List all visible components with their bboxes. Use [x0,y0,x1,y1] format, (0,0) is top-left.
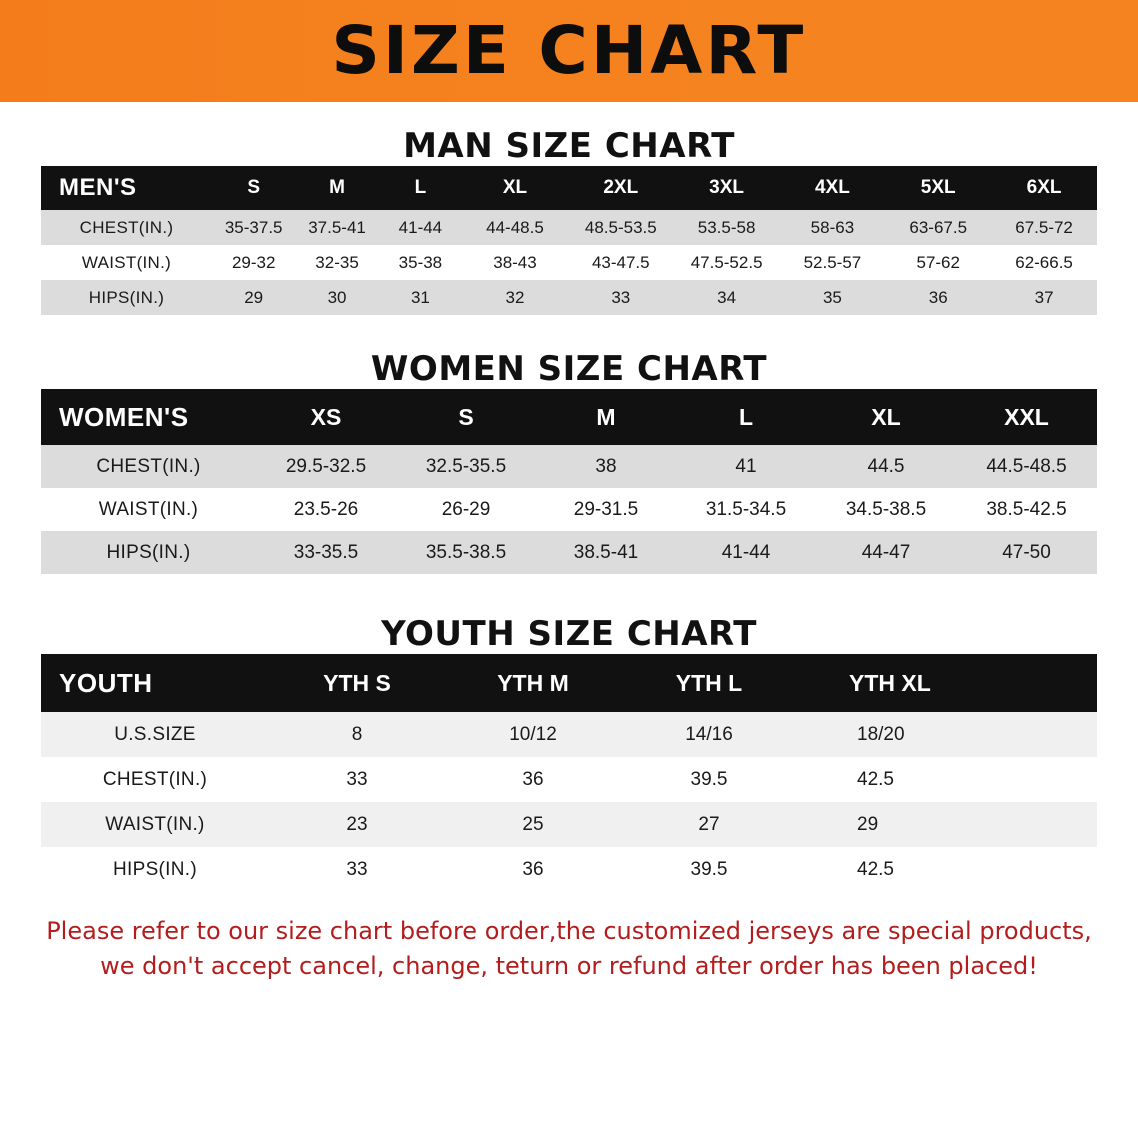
youth-cell: 18/20 [857,723,905,745]
youth-cell: 8 [351,723,363,745]
men-row-label: CHEST(IN.) [79,217,174,237]
women-row-label: CHEST(IN.) [96,455,201,477]
table-row [41,280,1097,315]
men-header-cell: 5XL [920,177,956,198]
men-cell: 44-48.5 [486,217,544,237]
table-row [41,847,1097,892]
women-cell: 44-47 [861,541,911,563]
men-header-cell: L [414,177,427,198]
women-cell: 38.5-42.5 [986,498,1067,520]
women-cell: 29-31.5 [573,498,639,520]
youth-cell: 33 [346,768,368,790]
women-cell: 35.5-38.5 [425,541,507,563]
youth-header-cell: YTH M [497,669,569,696]
youth-cell: 25 [522,813,544,835]
women-cell: 32.5-35.5 [425,455,507,477]
men-header-cell: 6XL [1026,177,1062,198]
women-section-heading: WOMEN SIZE CHART [370,349,768,389]
men-cell: 41-44 [398,217,443,237]
men-cell: 37 [1034,287,1054,307]
youth-table-wrap [41,654,1097,892]
youth-row-label: U.S.SIZE [114,723,196,745]
men-cell: 35-37.5 [224,217,283,237]
men-cell: 67.5-72 [1015,217,1073,237]
women-cell: 41 [735,455,757,477]
table-row [41,210,1097,245]
women-cell: 44.5 [867,455,905,477]
policy-note-line-2: we don't accept cancel, change, teturn or refund after order has been placed! [100,951,1038,980]
youth-row-label: CHEST(IN.) [102,768,208,790]
men-table-wrap [41,166,1097,315]
women-header-row [41,389,1097,445]
page-title: SIZE CHART [331,12,807,89]
table-row [41,488,1097,531]
women-cell: 26-29 [441,498,491,520]
youth-cell: 36 [522,768,544,790]
men-cell: 52.5-57 [803,252,862,272]
men-cell: 34 [717,287,737,307]
table-row [41,757,1097,802]
women-cell: 31.5-34.5 [705,498,787,520]
table-row [41,802,1097,847]
men-cell: 53.5-58 [697,217,756,237]
men-cell: 31 [410,287,430,307]
youth-header-cell: YTH S [323,669,391,696]
men-header-row [41,166,1097,210]
youth-cell: 36 [522,858,544,880]
women-cell: 29.5-32.5 [285,455,367,477]
youth-header-cell: YOUTH [59,667,153,698]
men-cell: 35 [822,287,842,307]
policy-note-line-1: Please refer to our size chart before order,the customized jerseys are special products, [46,917,1092,945]
women-size-table [41,389,1097,574]
youth-cell: 42.5 [857,858,894,880]
women-header-cell: XS [310,403,342,430]
men-cell: 32 [505,287,525,307]
women-header-cell: S [458,403,474,430]
women-table-wrap [41,389,1097,574]
men-header-cell: S [247,177,261,198]
youth-header-cell: YTH L [675,669,743,696]
youth-header-row [41,654,1097,712]
men-cell: 57-62 [916,252,960,272]
men-cell: 62-66.5 [1015,252,1073,272]
men-cell: 33 [611,287,631,307]
youth-cell: 10/12 [509,723,557,745]
men-row-label: HIPS(IN.) [88,287,165,307]
table-row [41,712,1097,757]
women-cell: 47-50 [1002,541,1051,563]
men-row-label: WAIST(IN.) [81,252,172,272]
women-header-cell: M [596,403,616,430]
table-row [41,245,1097,280]
men-cell: 35-38 [398,252,443,272]
men-cell: 29-32 [231,252,276,272]
youth-cell: 27 [698,813,720,835]
men-header-cell: M [329,177,345,198]
women-header-cell: XXL [1004,403,1049,430]
youth-cell: 39.5 [690,768,728,790]
men-cell: 36 [928,287,948,307]
men-cell: 37.5-41 [308,217,366,237]
policy-note [39,914,1099,984]
women-cell: 34.5-38.5 [845,498,927,520]
women-header-cell: L [738,403,754,430]
women-cell: 41-44 [721,541,771,563]
youth-row-label: WAIST(IN.) [105,813,205,835]
table-row [41,531,1097,574]
women-cell: 23.5-26 [293,498,359,520]
men-section-heading: MAN SIZE CHART [403,126,735,166]
table-row [41,445,1097,488]
men-cell: 38-43 [493,252,537,272]
youth-cell: 14/16 [685,723,733,745]
men-header-cell: 3XL [709,177,745,198]
youth-cell: 29 [857,813,879,835]
men-cell: 29 [244,287,264,307]
women-header-cell: WOMEN'S [59,401,189,432]
women-cell: 44.5-48.5 [986,455,1067,477]
women-row-label: WAIST(IN.) [98,498,199,520]
women-row-label: HIPS(IN.) [106,541,191,563]
men-cell: 63-67.5 [909,217,968,237]
women-header-cell: XL [871,403,901,430]
youth-cell: 42.5 [857,768,894,790]
women-cell: 38.5-41 [573,541,639,563]
youth-size-table [41,654,1097,892]
youth-row-label: HIPS(IN.) [113,858,197,880]
women-cell: 38 [595,455,617,477]
men-header-cell: 4XL [814,177,850,198]
youth-section-heading: YOUTH SIZE CHART [381,614,757,654]
youth-header-cell: YTH XL [849,669,931,696]
youth-cell: 23 [346,813,368,835]
men-cell: 43-47.5 [591,252,650,272]
women-cell: 33-35.5 [293,541,359,563]
youth-cell: 39.5 [690,858,728,880]
youth-cell: 33 [346,858,368,880]
men-size-table [41,166,1097,315]
men-cell: 30 [327,287,347,307]
men-header-cell: XL [502,177,528,198]
men-cell: 32-35 [315,252,359,272]
men-cell: 58-63 [810,217,855,237]
men-header-cell: MEN'S [59,174,137,201]
banner [0,0,1138,102]
men-cell: 47.5-52.5 [690,252,763,272]
men-cell: 48.5-53.5 [584,217,657,237]
men-header-cell: 2XL [603,177,639,198]
